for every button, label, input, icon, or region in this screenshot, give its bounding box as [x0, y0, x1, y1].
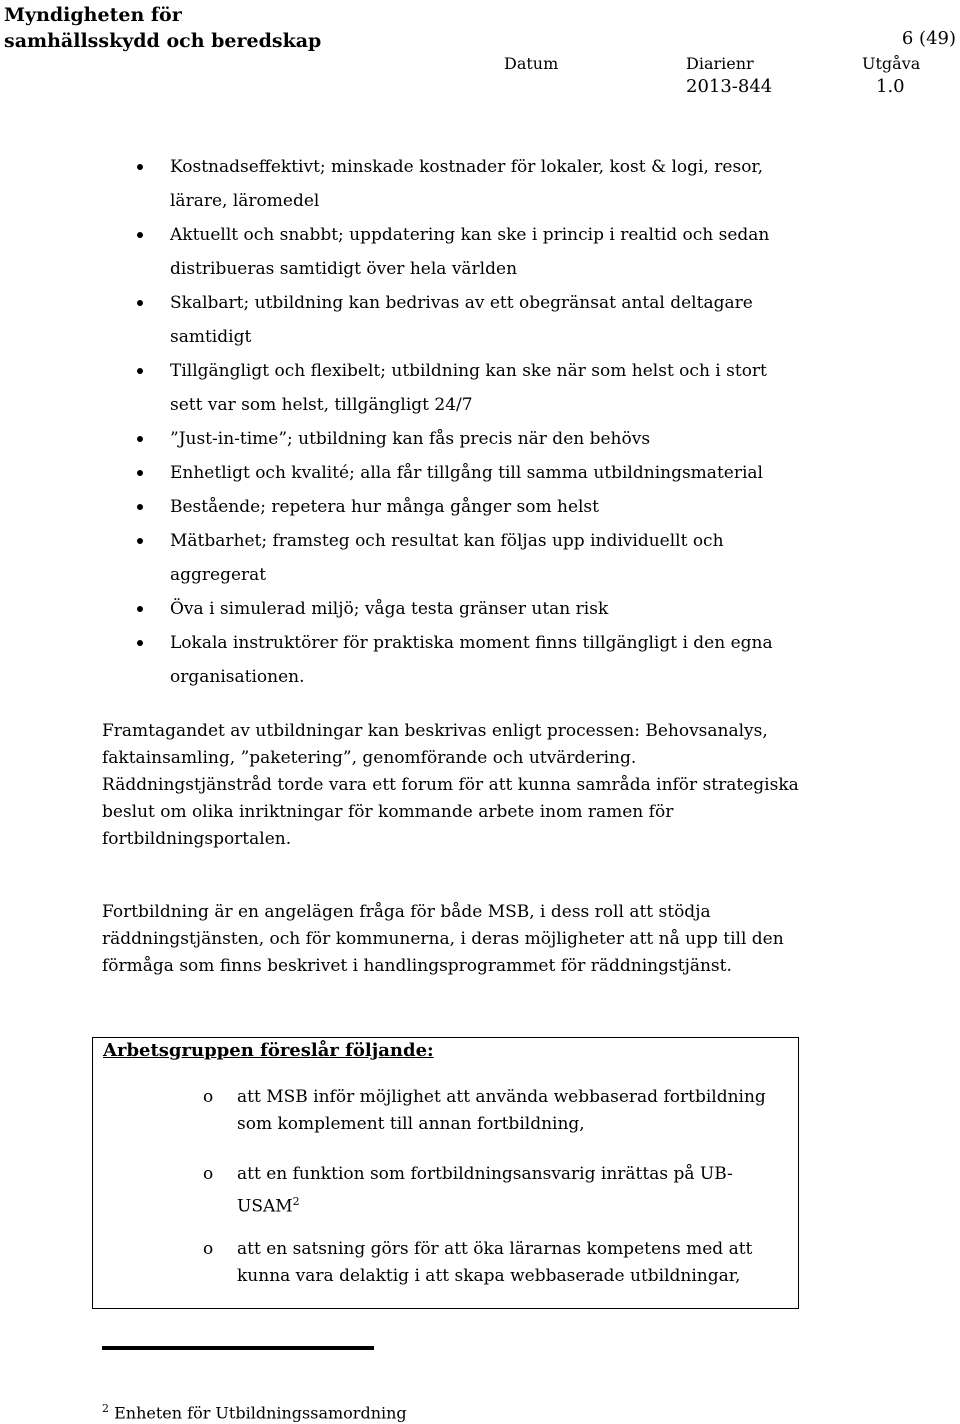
proposal-item: o att en funktion som fortbildningsansvarig inrättas på UB-USAM$^2$ [237, 1161, 777, 1221]
organization-name [4, 2, 321, 54]
diarienr-value: 2013-844 [686, 76, 773, 97]
benefits-list [134, 150, 794, 694]
list-item: Lokala instruktörer för praktiska moment finns tillgängligt i den egna organisationen. [134, 626, 794, 694]
circle-bullet-icon: o [203, 1164, 214, 1184]
footnote-text: Enheten för Utbildningssamordning [114, 1403, 407, 1423]
bullet-icon [137, 368, 143, 374]
footnote-ref[interactable]: 2 [292, 1195, 300, 1208]
datum-label: Datum [504, 54, 559, 73]
bullet-icon [137, 504, 143, 510]
circle-bullet-icon: o [203, 1239, 214, 1259]
list-item: Enhetligt och kvalité; alla får tillgång till samma utbildningsmaterial [134, 456, 794, 490]
list-item: Kostnadseffektivt; minskade kostnader för lokaler, kost & logi, resor, lärare, läromedel [134, 150, 794, 218]
bullet-icon [137, 640, 143, 646]
bullet-icon [137, 436, 143, 442]
footnote-number: 2 [102, 1402, 109, 1415]
bullet-icon [137, 606, 143, 612]
list-item: Bestående; repetera hur många gånger som helst [134, 490, 794, 524]
circle-bullet-icon: o [203, 1087, 214, 1107]
proposal-item: o att en satsning görs för att öka lärarnas kompetens med att kunna vara delaktig i att skapa webbaserade utbildningar, [237, 1236, 777, 1290]
footnote-separator [102, 1346, 374, 1350]
importance-paragraph: Fortbildning är en angelägen fråga för både MSB, i dess roll att stödja räddningstjänsten, och för kommunerna, i deras möjligheter att nå upp till den förmåga som finns beskrivet i handlingsprogrammet för räddningstjänst. [102, 902, 784, 976]
bullet-icon [137, 470, 143, 476]
bullet-icon [137, 232, 143, 238]
list-item: Öva i simulerad miljö; våga testa gränser utan risk [134, 592, 794, 626]
list-item: Mätbarhet; framsteg och resultat kan följas upp individuellt och aggregerat [134, 524, 794, 592]
page-number: 6 (49) [901, 28, 956, 49]
bullet-icon [137, 538, 143, 544]
list-item: Skalbart; utbildning kan bedrivas av ett obegränsat antal deltagare samtidigt [134, 286, 794, 354]
org-line-2: samhällsskydd och beredskap [4, 30, 322, 52]
utgava-label: Utgåva [862, 54, 921, 73]
proposal-item: o att MSB inför möjlighet att använda webbaserad fortbildning som komplement till annan fortbildning, [237, 1084, 777, 1138]
proposal-title: Arbetsgruppen föreslår följande: [103, 1040, 434, 1061]
utgava-value: 1.0 [876, 76, 905, 97]
bullet-icon [137, 164, 143, 170]
proposal-box [92, 1037, 799, 1309]
diarienr-label: Diarienr [686, 54, 754, 73]
list-item: ”Just-in-time”; utbildning kan fås precis när den behövs [134, 422, 794, 456]
process-paragraph: Framtagandet av utbildningar kan beskrivas enligt processen: Behovsanalys, faktainsamling, ”paketering”, genomförande och utvärdering. Räddningstjänstråd torde vara ett forum för att kunna samråda inför strategiska beslut om olika inriktningar för kommande arbete inom ramen för fortbildningsportalen. [102, 721, 799, 849]
list-item: Aktuellt och snabbt; uppdatering kan ske i princip i realtid och sedan distribueras samtidigt över hela världen [134, 218, 794, 286]
org-line-1: Myndigheten för [4, 4, 182, 26]
bullet-icon [137, 300, 143, 306]
footnote [102, 1402, 407, 1422]
list-item: Tillgängligt och flexibelt; utbildning kan ske när som helst och i stort sett var som helst, tillgängligt 24/7 [134, 354, 794, 422]
